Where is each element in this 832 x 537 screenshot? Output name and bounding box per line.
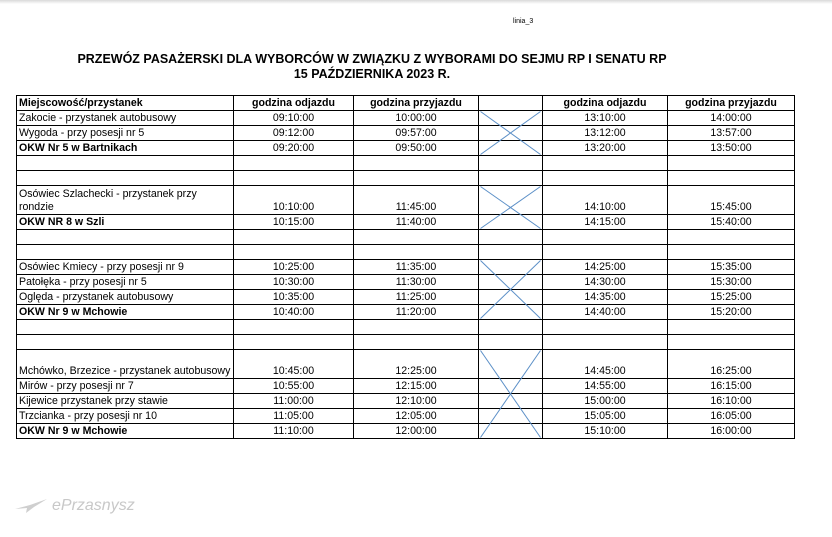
table-row xyxy=(17,409,795,424)
arrival-time-1: 09:50:00 xyxy=(354,141,479,156)
departure-time-2: 13:10:00 xyxy=(543,111,668,126)
arrival-time-2: 15:35:00 xyxy=(668,260,795,275)
empty-cell xyxy=(543,320,668,335)
header-blank xyxy=(479,96,543,111)
spacer-row xyxy=(17,245,795,260)
watermark xyxy=(14,497,135,515)
empty-cell xyxy=(17,156,234,171)
crossed-cell xyxy=(479,111,543,126)
stop-name: Osówiec Szlachecki - przystanek przy rondzie xyxy=(17,186,234,215)
arrival-time-2: 15:20:00 xyxy=(668,305,795,320)
table-row xyxy=(17,305,795,320)
arrival-time-2: 16:00:00 xyxy=(668,424,795,439)
table-row xyxy=(17,424,795,439)
spacer-row xyxy=(17,156,795,171)
empty-cell xyxy=(479,230,543,245)
stop-name: Osówiec Kmiecy - przy posesji nr 9 xyxy=(17,260,234,275)
departure-time-2: 14:30:00 xyxy=(543,275,668,290)
arrival-time-1: 10:00:00 xyxy=(354,111,479,126)
empty-cell xyxy=(479,320,543,335)
spacer-row xyxy=(17,230,795,245)
empty-cell xyxy=(354,320,479,335)
departure-time-1: 09:20:00 xyxy=(234,141,354,156)
empty-cell xyxy=(668,335,795,350)
stop-name: Trzcianka - przy posesji nr 10 xyxy=(17,409,234,424)
table-row xyxy=(17,111,795,126)
empty-cell xyxy=(354,156,479,171)
empty-cell xyxy=(354,230,479,245)
empty-cell xyxy=(479,245,543,260)
empty-cell xyxy=(234,230,354,245)
page-tag: linia_3 xyxy=(513,18,534,25)
departure-time-2: 14:25:00 xyxy=(543,260,668,275)
table-row xyxy=(17,215,795,230)
arrival-time-2: 13:57:00 xyxy=(668,126,795,141)
empty-cell xyxy=(17,335,234,350)
arrival-time-1: 12:05:00 xyxy=(354,409,479,424)
departure-time-2: 14:55:00 xyxy=(543,379,668,394)
table-row xyxy=(17,394,795,409)
empty-cell xyxy=(543,171,668,186)
stop-name: Mirów - przy posesji nr 7 xyxy=(17,379,234,394)
empty-cell xyxy=(17,171,234,186)
arrival-time-2: 14:00:00 xyxy=(668,111,795,126)
empty-cell xyxy=(543,245,668,260)
empty-cell xyxy=(234,335,354,350)
stop-name: Zakocie - przystanek autobusowy xyxy=(17,111,234,126)
arrival-time-1: 12:25:00 xyxy=(354,350,479,379)
arrival-time-1: 09:57:00 xyxy=(354,126,479,141)
title-line-1: PRZEWÓZ PASAŻERSKI DLA WYBORCÓW W ZWIĄZKU Z WYBORAMI DO SEJMU RP I SENATU RP xyxy=(77,52,667,66)
crossed-cell xyxy=(479,290,543,305)
empty-cell xyxy=(234,156,354,171)
crossed-cell xyxy=(479,424,543,439)
table-row xyxy=(17,186,795,215)
arrival-time-1: 11:40:00 xyxy=(354,215,479,230)
stop-name: OKW Nr 9 w Mchowie xyxy=(17,424,234,439)
spacer-row xyxy=(17,335,795,350)
arrival-time-1: 11:25:00 xyxy=(354,290,479,305)
departure-time-1: 10:45:00 xyxy=(234,350,354,379)
crossed-cell xyxy=(479,186,543,215)
departure-time-1: 10:10:00 xyxy=(234,186,354,215)
crossed-cell xyxy=(479,379,543,394)
empty-cell xyxy=(479,156,543,171)
crossed-cell xyxy=(479,275,543,290)
departure-time-1: 11:10:00 xyxy=(234,424,354,439)
arrival-time-1: 11:30:00 xyxy=(354,275,479,290)
departure-time-1: 10:55:00 xyxy=(234,379,354,394)
spacer-row xyxy=(17,320,795,335)
stop-name: Oględa - przystanek autobusowy xyxy=(17,290,234,305)
stop-name: Patołęka - przy posesji nr 5 xyxy=(17,275,234,290)
departure-time-1: 11:05:00 xyxy=(234,409,354,424)
spacer-row xyxy=(17,171,795,186)
stop-name: OKW Nr 9 w Mchowie xyxy=(17,305,234,320)
schedule-table xyxy=(16,95,795,439)
departure-time-2: 14:35:00 xyxy=(543,290,668,305)
arrival-time-1: 12:10:00 xyxy=(354,394,479,409)
title-line-2: 15 PAŹDZIERNIKA 2023 R. xyxy=(293,67,451,81)
stop-name: Wygoda - przy posesji nr 5 xyxy=(17,126,234,141)
header-place: Miejscowość/przystanek xyxy=(17,96,234,111)
empty-cell xyxy=(17,230,234,245)
top-edge-shadow xyxy=(0,0,832,4)
empty-cell xyxy=(668,156,795,171)
table-row xyxy=(17,260,795,275)
stop-name: OKW Nr 5 w Bartnikach xyxy=(17,141,234,156)
arrival-time-1: 12:15:00 xyxy=(354,379,479,394)
watermark-text: ePrzasnysz xyxy=(52,497,135,514)
stop-name: OKW NR 8 w Szli xyxy=(17,215,234,230)
departure-time-1: 10:30:00 xyxy=(234,275,354,290)
empty-cell xyxy=(668,320,795,335)
empty-cell xyxy=(668,230,795,245)
empty-cell xyxy=(234,320,354,335)
departure-time-1: 10:35:00 xyxy=(234,290,354,305)
departure-time-1: 10:40:00 xyxy=(234,305,354,320)
departure-time-2: 15:00:00 xyxy=(543,394,668,409)
header-row xyxy=(17,96,795,111)
empty-cell xyxy=(479,335,543,350)
crossed-cell xyxy=(479,409,543,424)
table-row xyxy=(17,126,795,141)
arrival-time-2: 16:15:00 xyxy=(668,379,795,394)
arrival-time-2: 15:25:00 xyxy=(668,290,795,305)
stop-name: Kijewice przystanek przy stawie xyxy=(17,394,234,409)
departure-time-2: 14:45:00 xyxy=(543,350,668,379)
crossed-cell xyxy=(479,350,543,379)
arrival-time-2: 13:50:00 xyxy=(668,141,795,156)
empty-cell xyxy=(543,156,668,171)
departure-time-2: 15:10:00 xyxy=(543,424,668,439)
header-arrival-1: godzina przyjazdu xyxy=(354,96,479,111)
empty-cell xyxy=(17,245,234,260)
departure-time-2: 14:40:00 xyxy=(543,305,668,320)
departure-time-1: 10:25:00 xyxy=(234,260,354,275)
empty-cell xyxy=(543,230,668,245)
table-row xyxy=(17,379,795,394)
crossed-cell xyxy=(479,215,543,230)
empty-cell xyxy=(354,171,479,186)
arrival-time-2: 16:10:00 xyxy=(668,394,795,409)
crossed-cell xyxy=(479,126,543,141)
departure-time-1: 10:15:00 xyxy=(234,215,354,230)
arrival-time-2: 16:25:00 xyxy=(668,350,795,379)
header-departure-2: godzina odjazdu xyxy=(543,96,668,111)
table-row xyxy=(17,275,795,290)
empty-cell xyxy=(479,171,543,186)
document-title xyxy=(0,52,744,82)
arrival-time-1: 12:00:00 xyxy=(354,424,479,439)
crossed-cell xyxy=(479,305,543,320)
departure-time-1: 11:00:00 xyxy=(234,394,354,409)
departure-time-1: 09:10:00 xyxy=(234,111,354,126)
arrival-time-2: 15:45:00 xyxy=(668,186,795,215)
crossed-cell xyxy=(479,394,543,409)
empty-cell xyxy=(354,335,479,350)
empty-cell xyxy=(543,335,668,350)
header-departure-1: godzina odjazdu xyxy=(234,96,354,111)
departure-time-1: 09:12:00 xyxy=(234,126,354,141)
empty-cell xyxy=(668,171,795,186)
empty-cell xyxy=(234,245,354,260)
departure-time-2: 14:10:00 xyxy=(543,186,668,215)
arrival-time-1: 11:35:00 xyxy=(354,260,479,275)
arrival-time-1: 11:45:00 xyxy=(354,186,479,215)
crossed-cell xyxy=(479,141,543,156)
departure-time-2: 15:05:00 xyxy=(543,409,668,424)
crossed-cell xyxy=(479,260,543,275)
arrival-time-2: 15:30:00 xyxy=(668,275,795,290)
departure-time-2: 13:12:00 xyxy=(543,126,668,141)
arrival-time-2: 16:05:00 xyxy=(668,409,795,424)
stop-name: Mchówko, Brzezice - przystanek autobusowy xyxy=(17,350,234,379)
arrival-time-2: 15:40:00 xyxy=(668,215,795,230)
table-row xyxy=(17,141,795,156)
table-row xyxy=(17,290,795,305)
header-arrival-2: godzina przyjazdu xyxy=(668,96,795,111)
empty-cell xyxy=(17,320,234,335)
departure-time-2: 14:15:00 xyxy=(543,215,668,230)
empty-cell xyxy=(354,245,479,260)
arrival-time-1: 11:20:00 xyxy=(354,305,479,320)
empty-cell xyxy=(668,245,795,260)
empty-cell xyxy=(234,171,354,186)
bird-logo-icon xyxy=(14,497,48,515)
departure-time-2: 13:20:00 xyxy=(543,141,668,156)
table-row xyxy=(17,350,795,379)
